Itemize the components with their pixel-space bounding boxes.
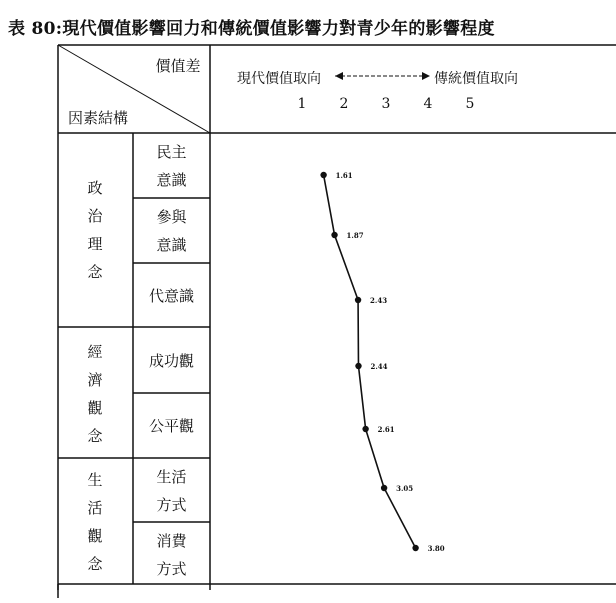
modern-orientation-label: 現代價值取向 [237,71,321,87]
group-economy: 經 濟 觀 念 [87,343,103,445]
item-generation: 代意識 [148,287,194,305]
item-fairness: 公平觀 [148,417,194,435]
table-title: 表 80:現代價值影響回力和傳統價值影響力對青少年的影響程度 [8,19,495,39]
profile-point [381,485,387,491]
item-democracy: 民主 意識 [156,143,187,189]
scale-tick-2: 2 [339,96,349,112]
scale-tick-3: 3 [381,96,391,112]
profile-point [355,363,361,369]
profile-value-label: 2.43 [370,296,388,305]
traditional-orientation-label: 傳統價值取向 [434,71,518,87]
profile-value-label: 2.61 [377,425,395,434]
profile-value-label: 2.44 [370,362,388,371]
value-profile-chart [320,171,444,553]
scale-tick-1: 1 [297,96,307,112]
item-consumption: 消費 方式 [156,532,187,578]
profile-value-label: 3.80 [427,544,445,553]
profile-point [331,232,337,238]
scale-tick-5: 5 [465,96,475,112]
value-gap-label: 價值差 [155,57,201,75]
profile-point [355,297,361,303]
item-participation: 參與 意識 [156,208,187,254]
profile-point [412,545,418,551]
profile-point [320,172,326,178]
profile-value-label: 1.61 [335,171,353,180]
group-lifestyle: 生 活 觀 念 [87,471,103,573]
item-lifestyle: 生活 方式 [156,468,187,514]
factor-structure-label: 因素結構 [68,109,129,127]
scale-tick-4: 4 [423,96,433,112]
profile-value-label: 3.05 [396,484,414,493]
profile-value-label: 1.87 [346,231,364,240]
group-politics: 政 治 理 念 [87,179,103,281]
item-success: 成功觀 [148,352,194,370]
profile-point [362,426,368,432]
